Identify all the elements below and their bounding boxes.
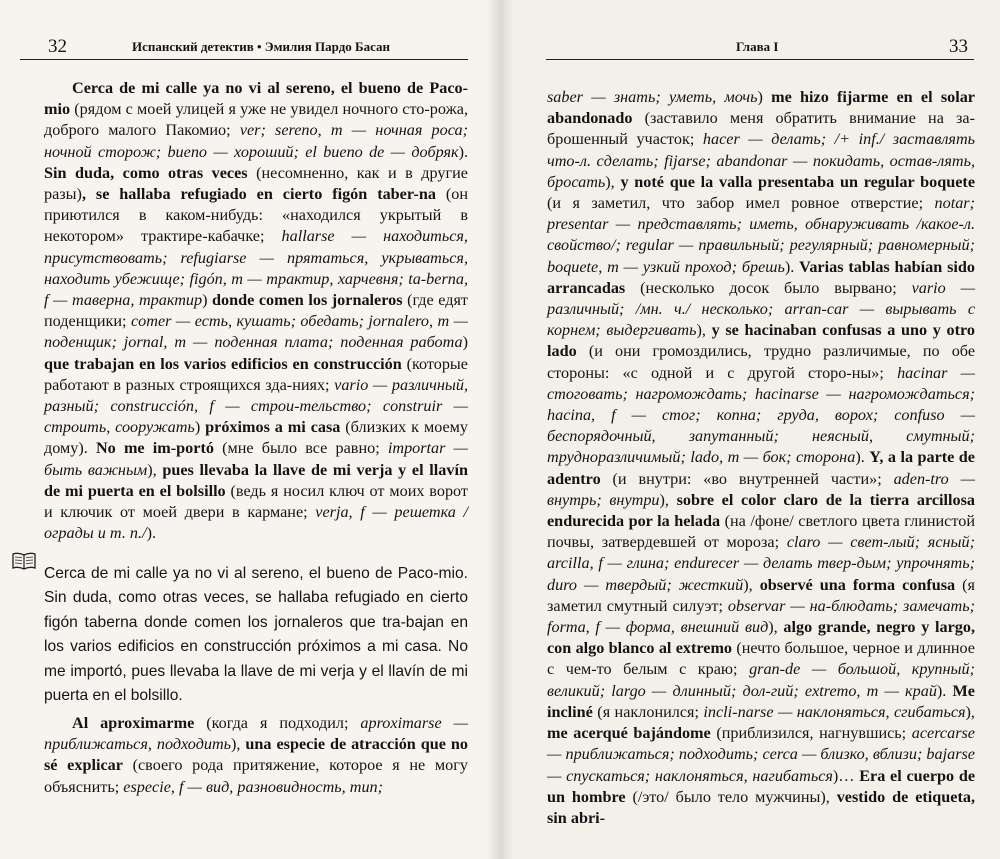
translation-text: ): [757, 88, 772, 106]
spanish-phrase: , se hallaba refugiado en cierto figón taber-na: [81, 185, 436, 204]
translation-text: ),: [605, 172, 621, 191]
paragraph-saber: [547, 87, 975, 829]
translation-text: ): [202, 291, 213, 310]
vocabulary-gloss: observar — на-блюдать; замечать; forma, f — форма, внешний вид: [547, 596, 975, 637]
spanish-phrase: donde comen los jornaleros: [212, 291, 403, 310]
book-gutter: [486, 0, 514, 859]
translation-text: (и они громоздились, трудно различимые, по обе стороны: «с одной и с другой сторо-ны»;: [547, 342, 975, 382]
vocabulary-gloss: vario — различный; /мн. ч./ несколько; arran-car — вырывать с корнем; выдергивать: [547, 278, 975, 340]
translation-text: (на /фоне/ светлого цвета глинистой почвы, затвердевшей от мороза;: [547, 512, 975, 552]
vocabulary-gloss: incli-narse — наклоняться, сгибаться: [703, 702, 966, 721]
spanish-phrase: pues llevaba la llave de mi verja y el llavín de mi puerta en el bolsillo: [44, 460, 468, 500]
spanish-phrase: vestido de etiqueta, sin abri-: [547, 787, 976, 827]
translation-text: (и внутри: «во внутренней части»;: [600, 469, 894, 488]
spanish-phrase: observé una forma confusa: [759, 575, 956, 594]
vocabulary-gloss: ver; sereno, m — ночная роса; ночной сторож; bueno — хороший; el bueno de — добряк: [44, 121, 468, 161]
paragraph-cerca: [44, 78, 468, 544]
original-text-block: Cerca de mi calle ya no vi al sereno, el bueno de Paco-mio. Sin duda, como otras veces, se hallaba refugiado en cierto figón taberna donde comen los jornaleros que tra-bajan en los varios edificios en construcción próximos a mi casa. No me importó, pues llevaba la llave de mi verja y el llavín de mi puerta en el bolsillo.: [44, 564, 468, 705]
right-page: [500, 0, 1000, 859]
translation-text: (мне было все равно;: [213, 439, 388, 458]
spanish-phrase: sobre el color claro de la tierra arcillosa endurecida por la helada: [547, 490, 975, 531]
vocabulary-gloss: especie, f — вид, разновидность, тип;: [123, 777, 384, 796]
translation-text: (заставило меня обратить внимание на за-брошенный участок;: [547, 109, 975, 149]
vocabulary-gloss: comer — есть, кушать; обедать; jornalero, m — поденщик; jornal, m — поденная плата; поденная работа: [44, 312, 468, 352]
vocabulary-gloss: saber — знать; уметь, мочь: [547, 88, 758, 106]
spanish-phrase: Varias tablas habían sido arrancadas: [547, 257, 975, 297]
translation-text: (которые работают в разных строящихся зда-ниях;: [44, 354, 468, 394]
translation-text: ),: [696, 321, 712, 340]
translation-text: ).: [784, 257, 800, 276]
spanish-phrase: Al aproximarme: [72, 714, 195, 732]
translation-text: ),: [231, 735, 246, 754]
vocabulary-gloss: notar; presentar — представлять; иметь, обнаруживать /какое-л. свойство/; regular — правильный; регулярный; равномерный; boquete, m — узкий проход; брешь: [547, 194, 975, 276]
translation-text: (своего рода притяжение, которое я не могу объяснить;: [44, 756, 468, 796]
vocabulary-gloss: hacer — делать; /+ inf./ заставлять что-л. сделать; fijarse; abandonar — покидать, остав-лять, бросать: [547, 130, 976, 191]
spanish-phrase: próximos a mi casa: [205, 418, 341, 437]
translation-text: ): [462, 333, 468, 352]
right-page-header: [546, 30, 974, 60]
spanish-phrase: Cerca de mi calle ya no vi al sereno, el bueno de Paco-mio: [44, 79, 468, 119]
spanish-phrase: algo grande, negro y largo, con algo blanco al extremo: [547, 618, 976, 658]
vocabulary-gloss: hallarse — находиться, присутствовать; refugiarse — прятаться, укрываться, находить убежище; figón, m — трактир, харчевня; ta-berna, f — таверна, трактир: [44, 227, 468, 310]
translation-text: ).: [855, 448, 870, 467]
translation-text: (он приютился в каком-нибудь: «находился укрытый в некотором» трактире-кабачке;: [44, 185, 468, 246]
spanish-phrase: me hizo fijarme en el solar abandonado: [547, 88, 975, 128]
translation-text: (приблизился, нагнувшись;: [710, 724, 912, 743]
translation-text: (я наклонился;: [592, 702, 704, 721]
translation-text: ).: [458, 142, 468, 161]
translation-text: ),: [768, 618, 784, 637]
vocabulary-gloss: aden-tro — внутрь; внутри: [547, 469, 975, 509]
translation-text: (нечто большое, черное и длинное с чем-то белым с краю;: [547, 639, 975, 679]
translation-text: (ведь я носил ключ от моих ворот и ключик от моей двери в кармане;: [44, 481, 468, 522]
page-number-right: 33: [949, 36, 968, 57]
vocabulary-gloss: vario — различный, разный; construcción, f — строи-тельство; construir — строить, сооружать: [44, 375, 469, 437]
page-number-left: 32: [48, 36, 67, 57]
translation-text: ).: [936, 681, 953, 700]
translation-text: ): [194, 418, 206, 437]
open-book-icon: [12, 552, 36, 570]
translation-text: (несомненно, как и в другие разы): [44, 163, 468, 204]
vocabulary-gloss: hacinar — стоговать; нагромождать; hacinarse — нагромождаться; hacina, f — стог; копна; груда, ворох; confuso — беспорядочный, запутанный; неясный, смутный; трудноразличимый; lado, m — бок; сторона: [547, 363, 976, 467]
right-page-text: [547, 87, 975, 829]
translation-text: )…: [832, 766, 860, 785]
translation-text: (рядом с моей улицей я уже не увидел ночного сто-рожа, доброго малого Пакомио;: [44, 100, 468, 140]
spanish-phrase: No me im-portó: [95, 439, 214, 458]
translation-text: (несколько досок было вырвано;: [625, 278, 912, 297]
vocabulary-gloss: verja, f — решетка /ограды и т. п./: [44, 503, 468, 543]
spanish-phrase: Era el cuerpo de un hombre: [547, 766, 976, 806]
left-page-header: [20, 30, 468, 60]
translation-text: ),: [659, 490, 677, 509]
translation-text: ).: [146, 524, 156, 543]
running-head-right: Глава I: [736, 39, 779, 54]
translation-text: ),: [147, 460, 163, 479]
translation-text: ),: [965, 702, 975, 721]
spanish-phrase: y noté que la valla presentaba un regular boquete: [620, 172, 976, 191]
left-page-text: [44, 78, 468, 544]
running-head-left: Испанский детектив • Эмилия Пардо Басан: [132, 39, 391, 54]
vocabulary-gloss: acercarse — приближаться; подходить; cerca — близко, вблизи; bajarse — спускаться; наклоняться, нагибаться: [547, 724, 975, 785]
spanish-phrase: Me incliné: [547, 681, 975, 721]
spanish-phrase: Sin duda, como otras veces: [44, 163, 248, 182]
spanish-phrase: Y, a la parte de adentro: [547, 448, 975, 488]
spanish-phrase: que trabajan en los varios edificios en construcción: [44, 354, 402, 373]
spanish-phrase: una especie de atracción que no sé explicar: [44, 735, 468, 775]
translation-text: (я заметил смутный силуэт;: [547, 575, 975, 615]
translation-text: (где едят поденщики;: [44, 291, 468, 331]
spanish-phrase: me acerqué bajándome: [547, 724, 711, 743]
spanish-phrase: y se hacinaban confusas a uno y otro lado: [547, 321, 976, 361]
translation-text: (/это/ было тело мужчины),: [625, 787, 837, 806]
paragraph-al-aproximarme: [44, 713, 468, 798]
vocabulary-gloss: aproximarse — приближаться, подходить: [44, 714, 468, 754]
vocabulary-gloss: claro — свет-лый; ясный; arcilla, f — глина; endurecer — делать твер-дым; упрочнять; duro — твердый; жесткий: [547, 533, 975, 594]
vocabulary-gloss: importar — быть важным: [44, 439, 469, 479]
translation-text: (близких к моему дому).: [44, 418, 469, 458]
vocabulary-gloss: gran-de — большой, крупный; великий; largo — длинный; дол-гий; extremo, m — край: [547, 660, 975, 700]
translation-text: (когда я подходил;: [194, 714, 361, 732]
translation-text: (и я заметил, что забор имел ровное отверстие;: [547, 194, 935, 213]
translation-text: ),: [743, 575, 760, 594]
